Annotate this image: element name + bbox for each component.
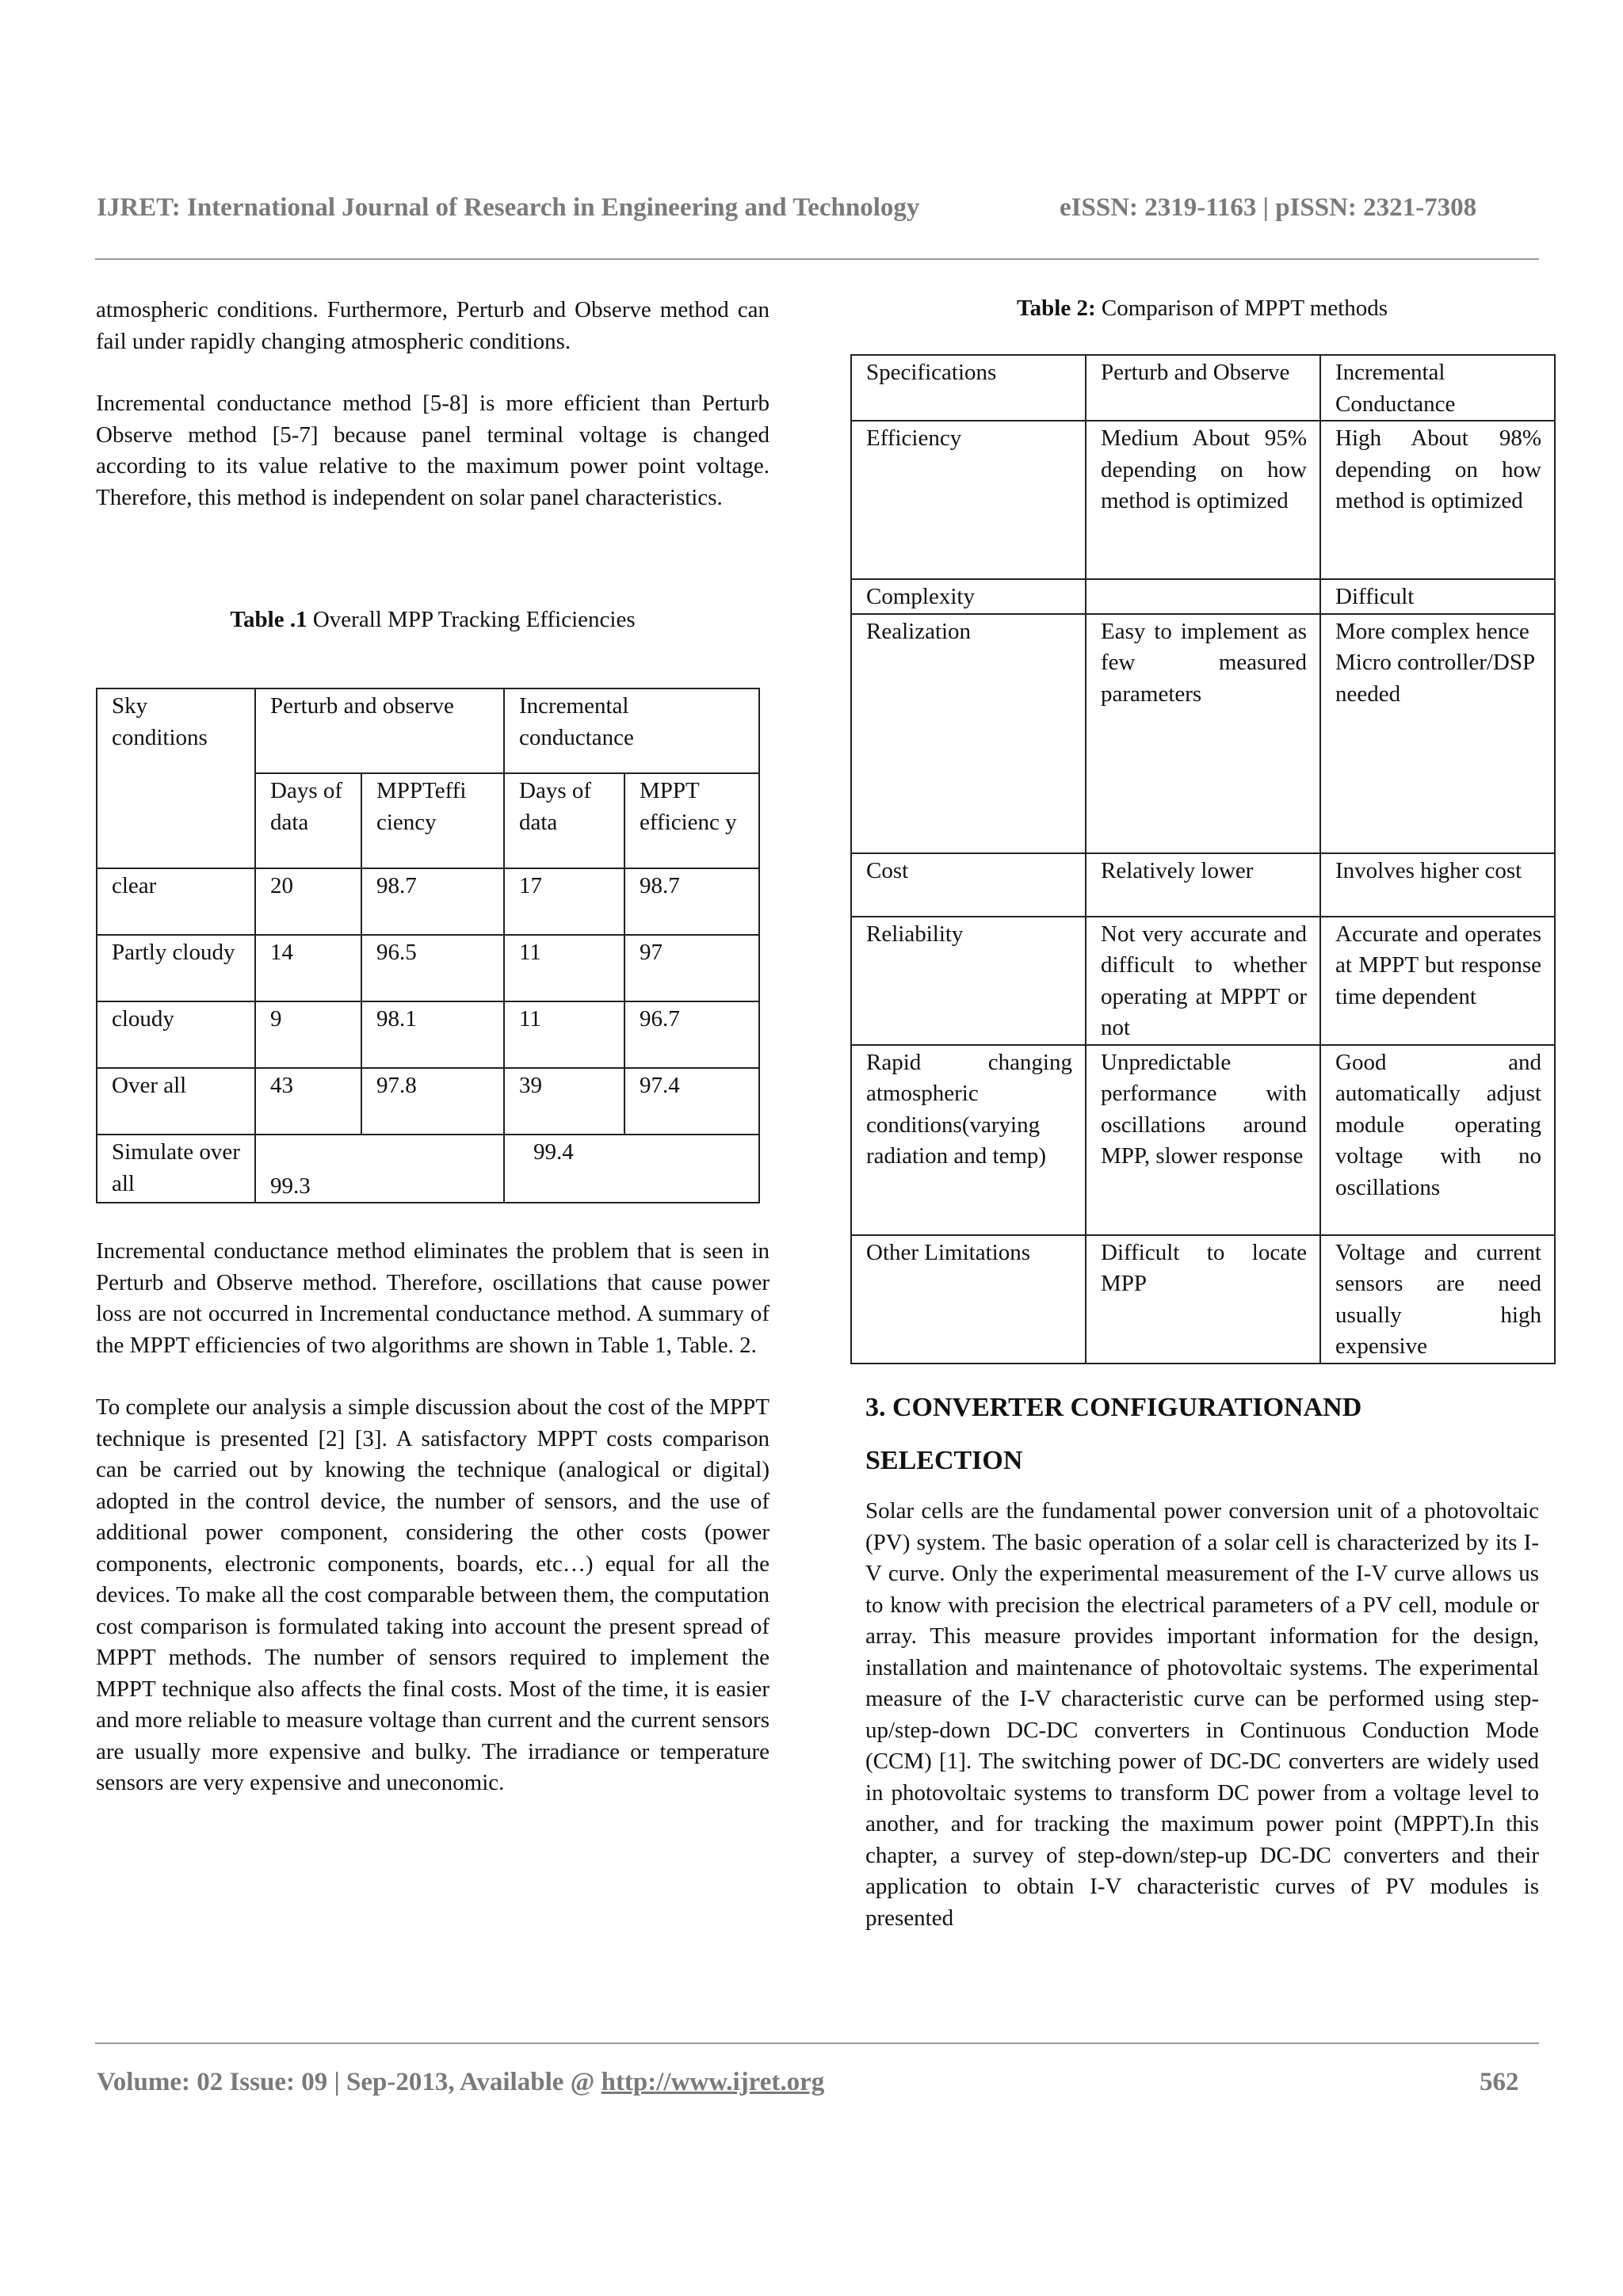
table1-cell: 97.4	[624, 1068, 759, 1135]
table2-header-cell: Specifications	[851, 355, 1086, 421]
table1-header-ic: Incremental conductance	[504, 688, 759, 773]
table1-cell: 96.5	[361, 935, 504, 1001]
table2-caption-text: Comparison of MPPT methods	[1095, 296, 1388, 321]
table2-cell: Medium About 95% depending on how method is optimized	[1086, 421, 1320, 579]
table1-cell: 11	[504, 1001, 624, 1068]
table1-cell: 14	[255, 935, 361, 1001]
issn-text: eISSN: 2319-1163 | pISSN: 2321-7308	[1060, 193, 1477, 222]
section-heading: SELECTION	[865, 1446, 1023, 1475]
running-header	[97, 193, 1539, 223]
table1-row	[97, 868, 759, 935]
section-heading: 3. CONVERTER CONFIGURATIONAND	[865, 1393, 1362, 1422]
table2-cell: Rapid changing atmospheric conditions(varying radiation and temp)	[851, 1045, 1086, 1235]
table1-row	[97, 1068, 759, 1135]
table2-cell: Easy to implement as few measured parameters	[1086, 614, 1320, 853]
table1-cell: Over all	[97, 1068, 255, 1135]
table1	[96, 688, 760, 1203]
table2-cell: More complex hence Micro controller/DSP needed	[1320, 614, 1555, 853]
table1-cell: Simulate over all	[97, 1135, 255, 1203]
table2-cell: Complexity	[851, 579, 1086, 614]
footer-rule	[95, 2042, 1539, 2044]
table1-caption-label: Table .1	[230, 607, 307, 632]
paragraph: atmospheric conditions. Furthermore, Perturb and Observe method can fail under rapidly changing atmospheric conditions.	[96, 297, 769, 354]
table1-cell: 97	[624, 935, 759, 1001]
table1-cell: 98.7	[361, 868, 504, 935]
table2-row	[851, 853, 1555, 917]
page-number: 562	[1480, 2068, 1519, 2096]
table1-cell: 9	[255, 1001, 361, 1068]
table1-row	[97, 1001, 759, 1068]
table1-header-po: Perturb and observe	[255, 688, 504, 773]
journal-title: IJRET: International Journal of Research in Engineering and Technology	[97, 193, 920, 222]
table1-caption-text: Overall MPP Tracking Efficiencies	[307, 607, 636, 632]
table2-cell: Cost	[851, 853, 1086, 917]
table1-cell: 98.1	[361, 1001, 504, 1068]
table1-cell: 39	[504, 1068, 624, 1135]
table1-cell: cloudy	[97, 1001, 255, 1068]
table2-cell: Difficult	[1320, 579, 1555, 614]
table1-cell: Partly cloudy	[97, 935, 255, 1001]
table2-cell: Not very accurate and difficult to whether operating at MPPT or not	[1086, 917, 1320, 1045]
table2-row	[851, 917, 1555, 1045]
table1-header-sky: Sky conditions	[97, 688, 255, 868]
table2-row	[851, 1045, 1555, 1235]
table2-cell: Efficiency	[851, 421, 1086, 579]
paragraph: To complete our analysis a simple discussion about the cost of the MPPT technique is presented [2] [3]. A satisfactory MPPT costs comparison can be carried out by knowing the technique (analogical or digital) adopted in the control device, the number of sensors, and the use of additional power component, considering the other costs (power components, electronic components, boards, etc…) equal for all the devices. To make all the cost comparable between them, the computation cost comparison is formulated taking into account the present spread of MPPT methods. The number of sensors required to implement the MPPT technique also affects the final costs. Most of the time, it is easier and more reliable to measure voltage than current and the current sensors are usually more expensive and bulky. The irradiance or temperature sensors are very expensive and uneconomic.	[96, 1394, 769, 1795]
left-column-bottom	[96, 1236, 769, 1799]
paragraph: Solar cells are the fundamental power conversion unit of a photovoltaic (PV) system. The basic operation of a solar cell is characterized by its I-V curve. Only the experimental measurement of the I-V curve allows us to know with precision the electrical parameters of a PV cell, module or array. This measure provides important information for the design, installation and maintenance of photovoltaic systems. The experimental measure of the I-V characteristic curve can be performed using step-up/step-down DC-DC converters in Continuous Conduction Mode (CCM) [1]. The switching power of DC-DC converters are widely used in photovoltaic systems to transform DC power from a voltage level to another, and for tracking the maximum power point (MPPT).In this chapter, a survey of step-down/step-up DC-DC converters and their application to obtain I-V characteristic curves of PV modules is presented	[865, 1498, 1539, 1931]
table1-cell: 98.7	[624, 868, 759, 935]
table1-cell: 97.8	[361, 1068, 504, 1135]
table1-cell: 96.7	[624, 1001, 759, 1068]
paragraph: Incremental conductance method [5-8] is more efficient than Perturb Observe method [5-7] because panel terminal voltage is changed according to its value relative to the maximum power point voltage. Therefore, this method is independent on solar panel characteristics.	[96, 391, 769, 510]
table2-cell: Good and automatically adjust module operating voltage with no oscillations	[1320, 1045, 1555, 1235]
table1-cell: 43	[255, 1068, 361, 1135]
table2-cell: Reliability	[851, 917, 1086, 1045]
table2-header-cell: Incremental Conductance	[1320, 355, 1555, 421]
table2-cell: Difficult to locate MPP	[1086, 1235, 1320, 1363]
footer-volume: Volume: 02 Issue: 09 | Sep-2013, Available @	[97, 2068, 601, 2096]
table1-caption	[96, 607, 769, 633]
table1-subheader: Days of data	[504, 773, 624, 868]
table1-cell: 99.4	[504, 1135, 759, 1203]
table2-row	[851, 579, 1555, 614]
table1-cell: 99.3	[255, 1135, 504, 1203]
header-rule	[95, 258, 1539, 260]
table2-cell: Accurate and operates at MPPT but response time dependent	[1320, 917, 1555, 1045]
footer-link[interactable]: http://www.ijret.org	[601, 2068, 825, 2096]
table1-cell: 20	[255, 868, 361, 935]
table2-row	[851, 421, 1555, 579]
table2-cell: Involves higher cost	[1320, 853, 1555, 917]
table2-row	[851, 1235, 1555, 1363]
table2-header-row	[851, 355, 1555, 421]
table2-caption	[850, 296, 1554, 322]
table2-cell: Realization	[851, 614, 1086, 853]
table1-subheader: MPPTeffi ciency	[361, 773, 504, 868]
table2-cell	[1086, 579, 1320, 614]
table1-row	[97, 1135, 759, 1203]
paragraph: Incremental conductance method eliminates the problem that is seen in Perturb and Observe method. Therefore, oscillations that cause power loss are not occurred in Incremental conductance method. A summary of the MPPT efficiencies of two algorithms are shown in Table 1, Table. 2.	[96, 1238, 769, 1358]
table2-cell: Relatively lower	[1086, 853, 1320, 917]
table2-cell: Voltage and current sensors are need usually high expensive	[1320, 1235, 1555, 1363]
table2-cell: Other Limitations	[851, 1235, 1086, 1363]
left-column-top	[96, 295, 769, 513]
table1-subheader: Days of data	[255, 773, 361, 868]
table2-row	[851, 614, 1555, 853]
table2-cell: High About 98% depending on how method is optimized	[1320, 421, 1555, 579]
table1-cell: 11	[504, 935, 624, 1001]
table1-row	[97, 935, 759, 1001]
running-footer	[97, 2068, 1523, 2097]
table2-header-cell: Perturb and Observe	[1086, 355, 1320, 421]
table1-cell: clear	[97, 868, 255, 935]
right-column-body	[865, 1496, 1539, 1934]
table1-cell: 17	[504, 868, 624, 935]
table2-cell: Unpredictable performance with oscillations around MPP, slower response	[1086, 1045, 1320, 1235]
table2	[850, 354, 1556, 1364]
table1-subheader: MPPT efficienc y	[624, 773, 759, 868]
table2-caption-label: Table 2:	[1016, 296, 1096, 321]
